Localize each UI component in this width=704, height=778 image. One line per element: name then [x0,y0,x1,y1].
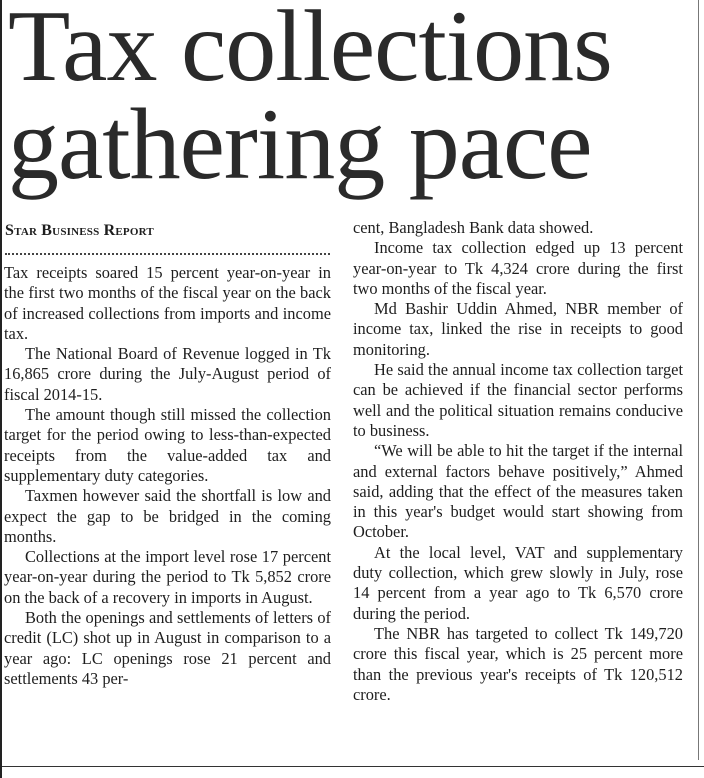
article-paragraph: “We will be able to hit the target if the internal and external factors behave positively,” Ahmed said, adding that the effect of the measures taken in this year's budget would start showing from October. [353,441,683,542]
headline-line-1: Tax collections [8,0,612,103]
article-paragraph: Taxmen however said the shortfall is low and expect the gap to be bridged in the coming months. [4,486,331,546]
article-paragraph: The NBR has targeted to collect Tk 149,720 crore this fiscal year, which is 25 percent more than the previous year's receipts of Tk 120,512 crore. [353,623,683,704]
article-paragraph: He said the annual income tax collection target can be achieved if the financial sector performs well and the political situation remains conducive to business. [353,360,683,440]
article-paragraph: Income tax collection edged up 13 percent year-on-year to Tk 4,324 crore during the first two months of the fiscal year. [353,238,683,298]
byline: Star Business Report [5,222,154,239]
article-paragraph: Both the openings and settlements of letters of credit (LC) shot up in August in comparison to a year ago: LC openings rose 21 percent and settlements 43 per- [4,608,331,688]
article-paragraph: Collections at the import level rose 17 percent year-on-year during the period to Tk 5,852 crore on the back of a recovery in imports in August. [4,547,331,607]
article-paragraph: The National Board of Revenue logged in Tk 16,865 crore during the July-August period of fiscal 2014-15. [4,344,331,404]
article-paragraph: At the local level, VAT and supplementary duty collection, which grew slowly in July, rose 14 percent from a year ago to Tk 6,570 crore during the period. [353,542,683,623]
article-column-left [4,263,331,689]
headline [8,0,698,201]
article-column-right [353,218,683,705]
left-column-rule [0,0,2,778]
article-paragraph: Md Bashir Uddin Ahmed, NBR member of income tax, linked the rise in receipts to good monitoring. [353,299,683,359]
right-column-rule [698,0,699,760]
headline-line-2: gathering pace [8,88,592,201]
article-paragraph: Tax receipts soared 15 percent year-on-year in the first two months of the fiscal year on the back of increased collections from imports and income tax. [4,263,331,343]
dotted-separator [5,253,330,255]
article-paragraph: The amount though still missed the collection target for the period owing to less-than-expected receipts from the value-added tax and supplementary duty categories. [4,405,331,485]
bottom-rule [2,766,704,767]
article-paragraph: cent, Bangladesh Bank data showed. [353,218,594,237]
